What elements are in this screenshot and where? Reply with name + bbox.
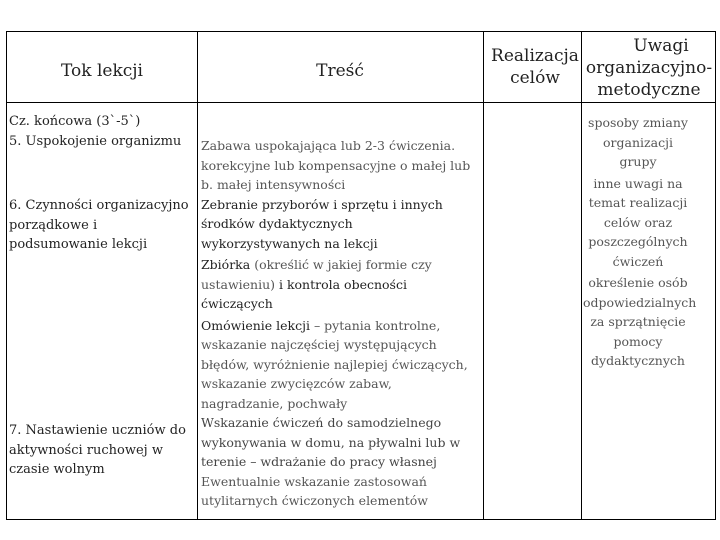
column-divider xyxy=(581,32,582,519)
header-divider xyxy=(7,102,715,103)
column-divider xyxy=(483,32,484,519)
item-6: 6. Czynności organizacyjno porządkowe i podsumowanie lekcji xyxy=(9,198,189,252)
header-realizacja-celow: Realizacja celów xyxy=(491,46,579,88)
header-tresc: Treść xyxy=(316,61,364,81)
header-uwagi: Uwagi organizacyjno- metodyczne xyxy=(585,36,713,100)
notes-block: sposoby zmiany organizacji grupy inne uwagi na temat realizacji celów oraz poszczególnych ćwiczeń określenie osób odpowiedzialnych za sprzątnięcie pomocy dydaktycznych xyxy=(583,115,697,368)
lesson-plan-table xyxy=(6,31,716,520)
item-7: 7. Nastawienie uczniów do aktywności ruchowej w czasie wolnym xyxy=(9,423,186,477)
header-tok-lekcji: Tok lekcji xyxy=(61,61,143,81)
item-5: 5. Uspokojenie organizmu xyxy=(9,134,182,149)
content-block: Zabawa uspokajająca lub 2-3 ćwiczenia. korekcyjne lub kompensacyjne o małej lub b. małej intensywności Zebranie przyborów i sprzętu i innych środków dydaktycznych wykorzystywanych na lekcji Zbiórka (określić w jakiej formie czy ustawieniu) i kontrola obecności ćwiczących Omówienie lekcji – pytania kontrolne, wskazanie najczęściej występujących błędów, wyróżnienie najlepiej ćwiczących, wskazanie zwycięzców zabaw, nagradzanie, pochwały Wskazanie ćwiczeń do samodzielnego wykonywania w domu, na pływalni lub w terenie – wdrażanie do pracy własnej Ewentualnie wskazanie zastosowań utylitarnych ćwiczonych elementów xyxy=(201,138,471,508)
phase-label: Cz. końcowa (3`-5`) xyxy=(9,114,141,129)
column-divider xyxy=(197,32,198,519)
